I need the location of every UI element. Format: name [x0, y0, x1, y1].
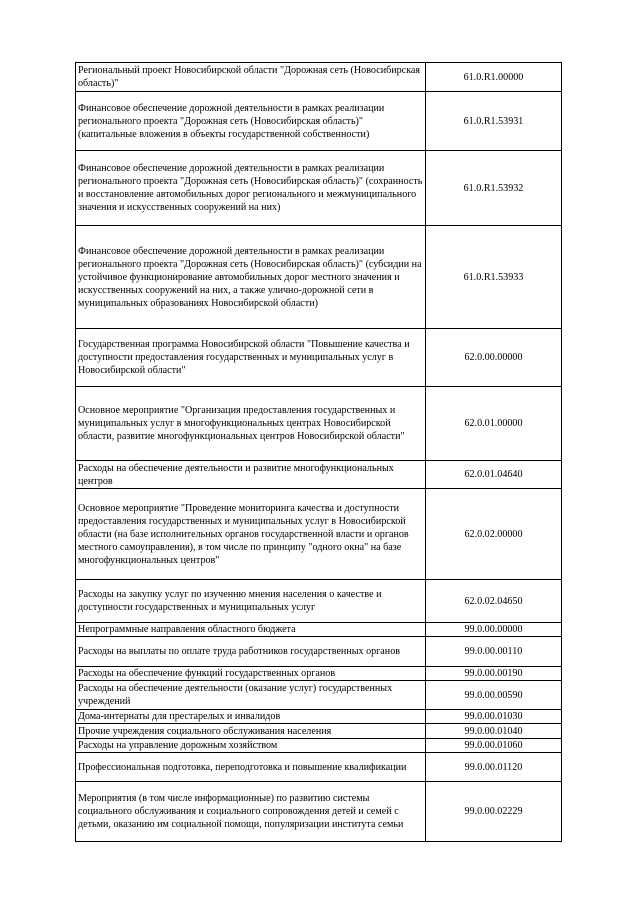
table-row	[76, 489, 562, 580]
row-name: Прочие учреждения социального обслуживания населения	[76, 724, 426, 739]
row-name: Финансовое обеспечение дорожной деятельности в рамках реализации регионального проекта "Дорожная сеть (Новосибирская область)" (капитальные вложения в объекты государственной собственности)	[76, 92, 426, 151]
row-name: Региональный проект Новосибирской области "Дорожная сеть (Новосибирская область)"	[76, 63, 426, 92]
row-code: 61.0.R1.53931	[426, 92, 562, 151]
row-name: Финансовое обеспечение дорожной деятельности в рамках реализации регионального проекта "Дорожная сеть (Новосибирская область)" (сохранность и восстановление автомобильных дорог регионального и межмуниципального значения и искусственных сооружений на них)	[76, 151, 426, 226]
row-code: 62.0.02.04650	[426, 580, 562, 623]
row-code: 99.0.00.01040	[426, 724, 562, 739]
table-row	[76, 63, 562, 92]
table-row	[76, 710, 562, 724]
table-row	[76, 623, 562, 637]
row-code: 99.0.00.01060	[426, 739, 562, 753]
row-code: 99.0.00.02229	[426, 782, 562, 842]
table-row	[76, 739, 562, 753]
row-name: Расходы на выплаты по оплате труда работников государственных органов	[76, 637, 426, 667]
table-row	[76, 151, 562, 226]
table-row	[76, 667, 562, 681]
table-row	[76, 461, 562, 489]
table-row	[76, 92, 562, 151]
row-code: 99.0.00.01030	[426, 710, 562, 724]
row-code: 62.0.01.00000	[426, 387, 562, 461]
row-name: Непрограммные направления областного бюджета	[76, 623, 426, 637]
row-code: 62.0.00.00000	[426, 329, 562, 387]
row-name: Профессиональная подготовка, переподготовка и повышение квалификации	[76, 753, 426, 782]
table-body	[76, 63, 562, 842]
row-code: 62.0.02.00000	[426, 489, 562, 580]
row-code: 62.0.01.04640	[426, 461, 562, 489]
budget-classification-table	[75, 62, 562, 842]
table-row	[76, 681, 562, 710]
row-name: Основное мероприятие "Организация предоставления государственных и муниципальных услуг в многофункциональных центрах Новосибирской области, развитие многофункциональных центров Новосибирской области"	[76, 387, 426, 461]
table-row	[76, 753, 562, 782]
row-code: 61.0.R1.53932	[426, 151, 562, 226]
table-row	[76, 387, 562, 461]
table-row	[76, 329, 562, 387]
row-name: Государственная программа Новосибирской области "Повышение качества и доступности предоставления государственных и муниципальных услуг в Новосибирской области"	[76, 329, 426, 387]
row-name: Расходы на обеспечение деятельности (оказание услуг) государственных учреждений	[76, 681, 426, 710]
row-name: Расходы на закупку услуг по изученню мнения населения о качестве и доступности государственных и муниципальных услуг	[76, 580, 426, 623]
row-name: Основное мероприятие "Проведение мониторинга качества и доступности предоставления государственных и муниципальных услуг в Новосибирской области (на базе исполнительных органов государственной власти и органов местного самоуправления), в том числе по принципу "одного окна" на базе многофункциональных центров"	[76, 489, 426, 580]
row-code: 99.0.00.00590	[426, 681, 562, 710]
table-row	[76, 637, 562, 667]
table-row	[76, 580, 562, 623]
row-code: 61.0.R1.53933	[426, 226, 562, 329]
table-row	[76, 226, 562, 329]
row-code: 99.0.00.01120	[426, 753, 562, 782]
table-row	[76, 782, 562, 842]
row-name: Расходы на обеспечение деятельности и развитие многофункциональных центров	[76, 461, 426, 489]
row-code: 99.0.00.00110	[426, 637, 562, 667]
row-name: Мероприятия (в том числе информационные) по развитию системы социального обслуживания и социального сопровождения детей и семей с детьми, оказанию им социальной помощи, популяризации института семьи	[76, 782, 426, 842]
table-row	[76, 724, 562, 739]
row-code: 99.0.00.00000	[426, 623, 562, 637]
row-name: Расходы на управление дорожным хозяйством	[76, 739, 426, 753]
row-name: Дома-интернаты для престарелых и инвалидов	[76, 710, 426, 724]
row-code: 99.0.00.00190	[426, 667, 562, 681]
row-name: Расходы на обеспечение функций государственных органов	[76, 667, 426, 681]
row-name: Финансовое обеспечение дорожной деятельности в рамках реализации регионального проекта "Дорожная сеть (Новосибирская область)" (субсидии на устойчивое функционирование автомобильных дорог местного значения и искусственных сооружений на них, а также улично-дорожной сети в муниципальных образованиях Новосибирской области)	[76, 226, 426, 329]
row-code: 61.0.R1.00000	[426, 63, 562, 92]
